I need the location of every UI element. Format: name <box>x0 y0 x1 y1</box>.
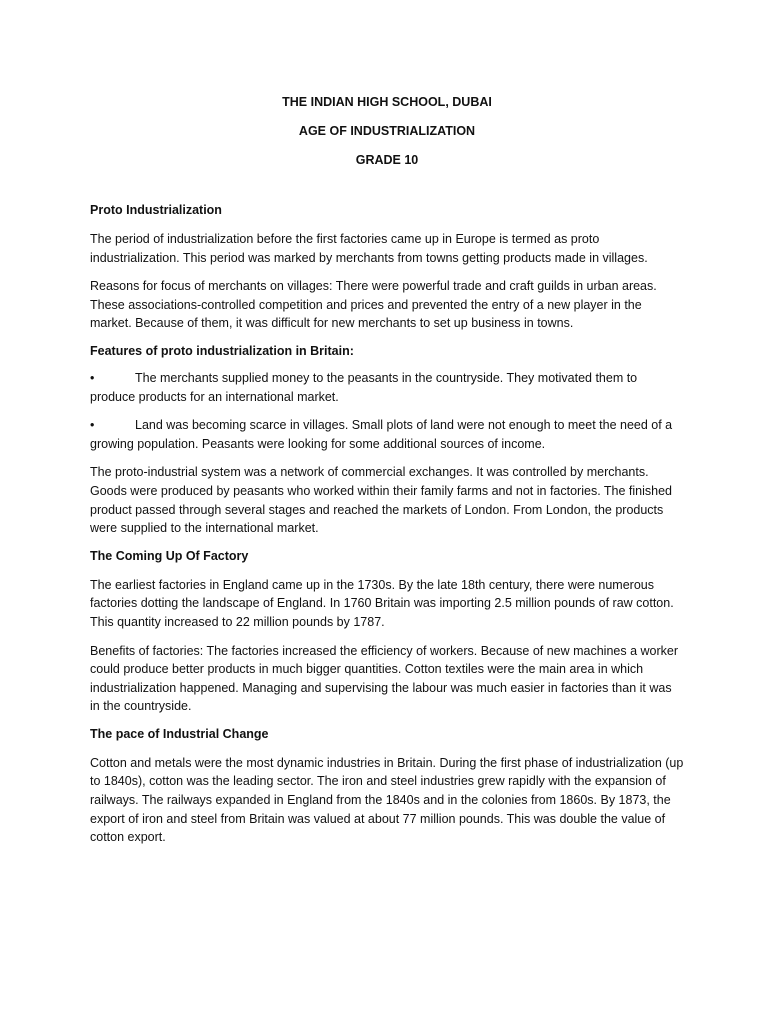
bullet-item <box>90 369 684 406</box>
section-heading-features: Features of proto industrialization in Britain: <box>90 343 354 358</box>
paragraph-merchant-reasons: Reasons for focus of merchants on villages: There were powerful trade and craft guilds in urban areas. These associations-controlled competition and prices and prevented the entry of a new player in the market. Because of them, it was difficult for new merchants to set up business in towns. <box>90 279 657 331</box>
section-heading-industrial-change: The pace of Industrial Change <box>90 726 269 741</box>
bullet-text: Land was becoming scarce in villages. Small plots of land were not enough to meet the need of a growing population. Peasants were looking for some additional sources of income. <box>90 418 673 451</box>
paragraph-factory-benefits: Benefits of factories: The factories increased the efficiency of workers. Because of new machines a worker could produce better products in much bigger quantities. Cotton textiles were the main area in which industrialization happened. Managing and supervising the labour was much easier in factories than it was in the countryside. <box>90 643 679 714</box>
paragraph-proto-system: The proto-industrial system was a network of commercial exchanges. It was controlled by merchants. Goods were produced by peasants who worked within their family farms and not in factories. The finished product passed through several stages and reached the markets of London. From London, the products were supplied to the international market. <box>90 465 673 536</box>
paragraph-proto-definition: The period of industrialization before the first factories came up in Europe is termed as proto industrialization. This period was marked by merchants from towns getting products made in villages. <box>90 232 648 265</box>
paragraph-dynamic-industries: Cotton and metals were the most dynamic industries in Britain. During the first phase of industrialization (up to 1840s), cotton was the leading sector. The iron and steel industries grew rapidly with the expansion of railways. The railways expanded in England from the 1840s and in the colonies from 1860s. By 1873, the export of iron and steel from Britain was valued at about 77 million pounds. This was double the value of cotton export. <box>90 755 684 845</box>
bullet-icon: • <box>90 418 95 433</box>
paragraph-earliest-factories: The earliest factories in England came up in the 1730s. By the late 18th century, there were numerous factories dotting the landscape of England. In 1760 Britain was importing 2.5 million pounds of raw cotton. This quantity increased to 22 million pounds by 1787. <box>90 577 674 629</box>
grade-label: GRADE 10 <box>355 153 419 167</box>
bullet-text: The merchants supplied money to the peasants in the countryside. They motivated them to produce products for an international market. <box>90 370 638 404</box>
school-title: THE INDIAN HIGH SCHOOL, DUBAI <box>282 95 492 109</box>
document-title: AGE OF INDUSTRIALIZATION <box>298 124 476 138</box>
section-heading-proto-industrialization: Proto Industrialization <box>90 203 222 217</box>
section-heading-factory: The Coming Up Of Factory <box>90 548 249 563</box>
bullet-icon: • <box>90 370 95 385</box>
bullet-item <box>90 416 684 453</box>
document-page <box>90 94 684 857</box>
